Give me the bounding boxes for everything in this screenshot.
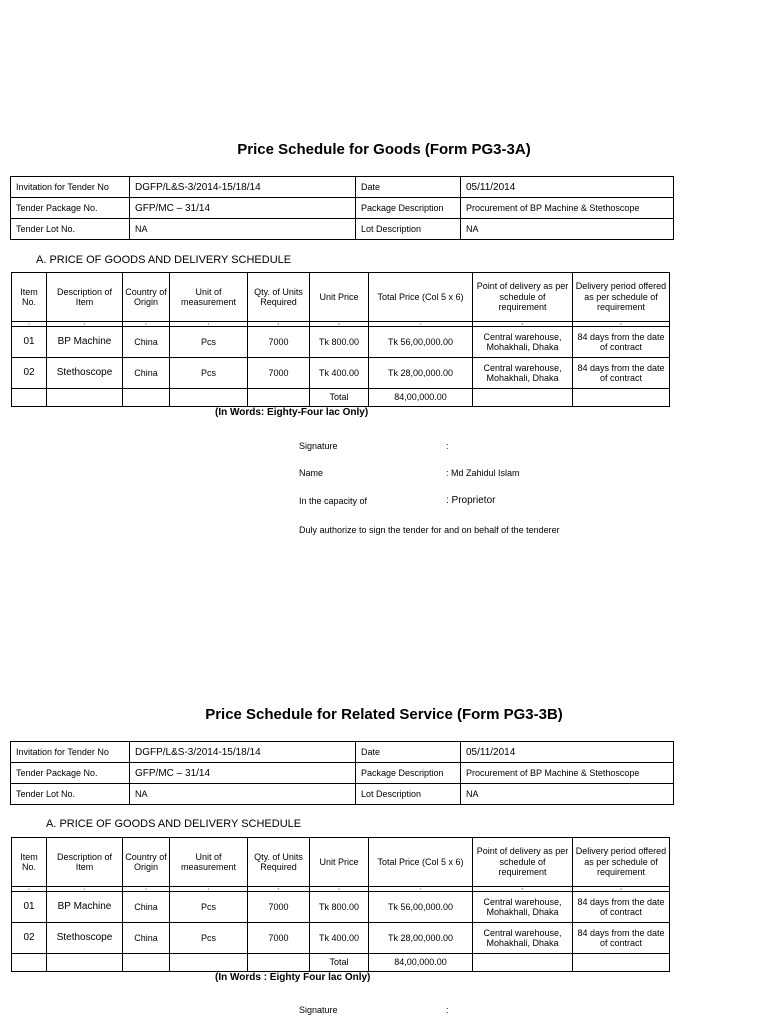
header-delivery-period: Delivery period offered as per schedule of requirement	[573, 273, 670, 322]
header-description: Description of Item	[47, 838, 123, 887]
header-description: Description of Item	[47, 273, 123, 322]
item-description: Stethoscope	[47, 358, 123, 389]
item-delivery-point: Central warehouse, Mohakhali, Dhaka	[473, 327, 573, 358]
col-number: 7	[369, 322, 473, 327]
total-row	[12, 389, 670, 407]
form-b-title: Price Schedule for Related Service (Form PG3-3B)	[205, 706, 563, 723]
header-country: Country of Origin	[123, 838, 170, 887]
authorize-statement: Duly authorize to sign the tender for and on behalf of the tenderer	[299, 525, 560, 535]
package-desc-value: Procurement of BP Machine & Stethoscope	[461, 763, 674, 784]
header-qty: Qty. of Units Required	[248, 273, 310, 322]
table-row	[12, 327, 670, 358]
item-unit-price: Tk 400.00	[310, 923, 369, 954]
date-label: Date	[356, 177, 461, 198]
date-label: Date	[356, 742, 461, 763]
header-item-no: Item No.	[12, 838, 47, 887]
item-delivery-point: Central warehouse, Mohakhali, Dhaka	[473, 892, 573, 923]
package-desc-value: Procurement of BP Machine & Stethoscope	[461, 198, 674, 219]
package-desc-label: Package Description	[356, 198, 461, 219]
col-number: 2	[47, 322, 123, 327]
item-total: Tk 56,00,000.00	[369, 892, 473, 923]
col-number: 1	[12, 887, 47, 892]
header-country: Country of Origin	[123, 273, 170, 322]
item-unit: Pcs	[170, 358, 248, 389]
item-delivery-point: Central warehouse, Mohakhali, Dhaka	[473, 923, 573, 954]
form-b-section-heading: A. PRICE OF GOODS AND DELIVERY SCHEDULE	[46, 818, 302, 830]
col-number: 6	[310, 887, 369, 892]
signature-colon: :	[446, 441, 449, 451]
total-label: Total	[310, 389, 369, 407]
form-a-tender-info-table	[10, 176, 674, 240]
item-origin: China	[123, 327, 170, 358]
invitation-label: Invitation for Tender No	[11, 177, 130, 198]
col-number: 8	[473, 887, 573, 892]
form-b-amount-in-words: (In Words : Eighty Four lac Only)	[215, 972, 371, 983]
total-value: 84,00,000.00	[369, 389, 473, 407]
lot-label: Tender Lot No.	[11, 219, 130, 240]
header-delivery-period: Delivery period offered as per schedule of requirement	[573, 838, 670, 887]
col-number: 8	[473, 322, 573, 327]
item-qty: 7000	[248, 892, 310, 923]
header-unit-price: Unit Price	[310, 273, 369, 322]
form-a-section-heading: A. PRICE OF GOODS AND DELIVERY SCHEDULE	[36, 254, 292, 266]
header-unit: Unit of measurement	[170, 273, 248, 322]
table-row	[12, 923, 670, 954]
col-number: 5	[248, 322, 310, 327]
item-description: BP Machine	[47, 327, 123, 358]
date-value: 05/11/2014	[461, 177, 674, 198]
item-origin: China	[123, 892, 170, 923]
signature-label: Signature	[299, 441, 338, 451]
item-no: 02	[12, 358, 47, 389]
item-total: Tk 56,00,000.00	[369, 327, 473, 358]
col-number: 3	[123, 322, 170, 327]
col-number: 2	[47, 887, 123, 892]
item-delivery-period: 84 days from the date of contract	[573, 892, 670, 923]
lot-desc-value: NA	[461, 219, 674, 240]
item-unit: Pcs	[170, 923, 248, 954]
capacity-value: : Proprietor	[446, 495, 496, 506]
col-number: 9	[573, 322, 670, 327]
item-unit-price: Tk 800.00	[310, 327, 369, 358]
item-no: 01	[12, 327, 47, 358]
item-total: Tk 28,00,000.00	[369, 923, 473, 954]
item-origin: China	[123, 923, 170, 954]
date-value: 05/11/2014	[461, 742, 674, 763]
item-delivery-period: 84 days from the date of contract	[573, 923, 670, 954]
package-label: Tender Package No.	[11, 763, 130, 784]
lot-value: NA	[130, 219, 356, 240]
item-qty: 7000	[248, 923, 310, 954]
item-delivery-period: 84 days from the date of contract	[573, 358, 670, 389]
col-number: 9	[573, 887, 670, 892]
item-origin: China	[123, 358, 170, 389]
total-value: 84,00,000.00	[369, 954, 473, 972]
col-number: 5	[248, 887, 310, 892]
package-desc-label: Package Description	[356, 763, 461, 784]
form-a-title: Price Schedule for Goods (Form PG3-3A)	[237, 141, 531, 158]
signature-label: Signature	[299, 1005, 338, 1015]
col-number: 3	[123, 887, 170, 892]
package-value: GFP/MC – 31/14	[130, 198, 356, 219]
item-description: BP Machine	[47, 892, 123, 923]
col-number: 1	[12, 322, 47, 327]
col-number: 4	[170, 322, 248, 327]
name-label: Name	[299, 468, 324, 478]
item-no: 02	[12, 923, 47, 954]
lot-desc-value: NA	[461, 784, 674, 805]
header-item-no: Item No.	[12, 273, 47, 322]
item-description: Stethoscope	[47, 923, 123, 954]
col-number: 4	[170, 887, 248, 892]
table-row	[12, 892, 670, 923]
table-row	[12, 358, 670, 389]
header-delivery-point: Point of delivery as per schedule of requirement	[473, 273, 573, 322]
lot-desc-label: Lot Description	[356, 219, 461, 240]
invitation-value: DGFP/L&S-3/2014-15/18/14	[130, 742, 356, 763]
name-value: : Md Zahidul Islam	[446, 468, 520, 478]
form-b-price-schedule-table	[11, 837, 670, 972]
header-total-price: Total Price (Col 5 x 6)	[369, 273, 473, 322]
item-delivery-point: Central warehouse, Mohakhali, Dhaka	[473, 358, 573, 389]
header-unit: Unit of measurement	[170, 838, 248, 887]
item-unit-price: Tk 800.00	[310, 892, 369, 923]
lot-label: Tender Lot No.	[11, 784, 130, 805]
total-row	[12, 954, 670, 972]
lot-desc-label: Lot Description	[356, 784, 461, 805]
item-qty: 7000	[248, 327, 310, 358]
signature-colon: :	[446, 1005, 449, 1015]
form-b-tender-info-table	[10, 741, 674, 805]
lot-value: NA	[130, 784, 356, 805]
item-unit: Pcs	[170, 327, 248, 358]
header-qty: Qty. of Units Required	[248, 838, 310, 887]
item-no: 01	[12, 892, 47, 923]
total-label: Total	[310, 954, 369, 972]
header-unit-price: Unit Price	[310, 838, 369, 887]
invitation-value: DGFP/L&S-3/2014-15/18/14	[130, 177, 356, 198]
item-qty: 7000	[248, 358, 310, 389]
item-delivery-period: 84 days from the date of contract	[573, 327, 670, 358]
package-label: Tender Package No.	[11, 198, 130, 219]
form-a-price-schedule-table	[11, 272, 670, 407]
header-total-price: Total Price (Col 5 x 6)	[369, 838, 473, 887]
invitation-label: Invitation for Tender No	[11, 742, 130, 763]
col-number: 6	[310, 322, 369, 327]
item-total: Tk 28,00,000.00	[369, 358, 473, 389]
capacity-label: In the capacity of	[299, 496, 368, 506]
form-a-amount-in-words: (In Words: Eighty-Four lac Only)	[215, 407, 369, 418]
col-number: 7	[369, 887, 473, 892]
item-unit: Pcs	[170, 892, 248, 923]
package-value: GFP/MC – 31/14	[130, 763, 356, 784]
header-delivery-point: Point of delivery as per schedule of requirement	[473, 838, 573, 887]
item-unit-price: Tk 400.00	[310, 358, 369, 389]
